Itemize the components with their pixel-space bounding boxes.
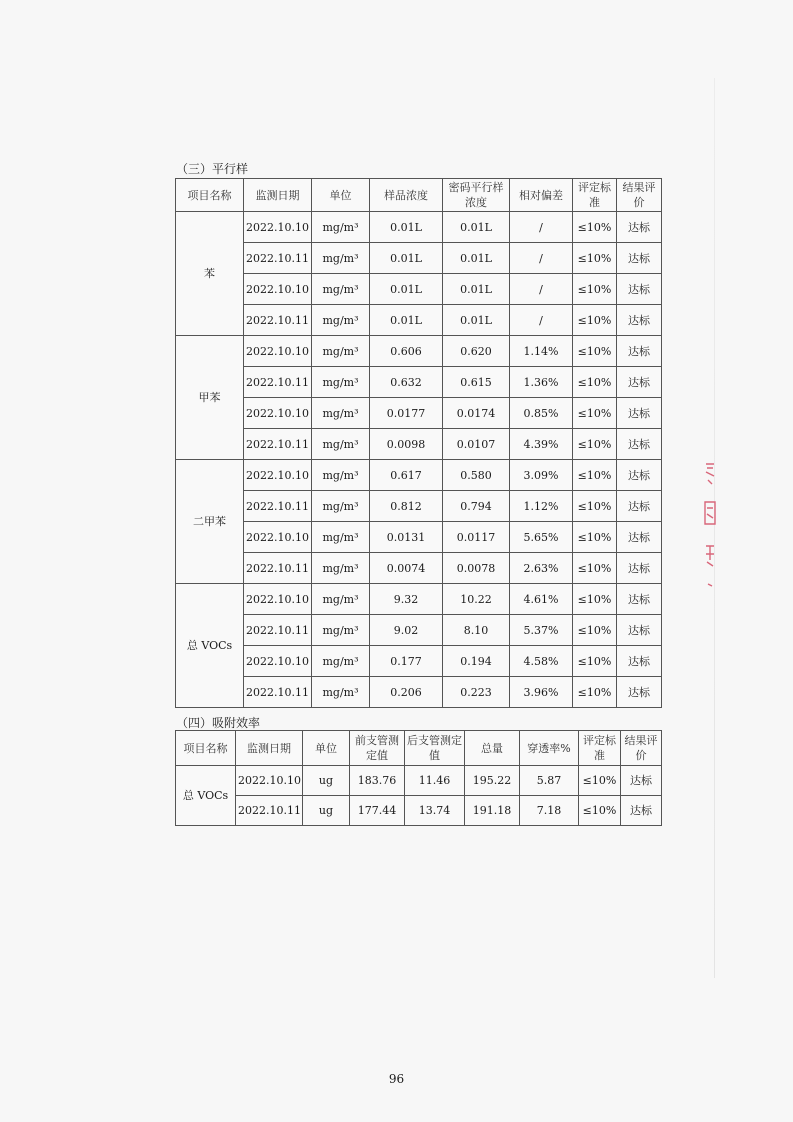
table-row <box>176 766 662 796</box>
sample-concentration-cell: 0.01L <box>370 212 443 243</box>
result-cell: 达标 <box>617 584 662 615</box>
unit-cell: mg/m³ <box>312 553 370 584</box>
back-tube-cell: 11.46 <box>405 766 465 796</box>
result-cell: 达标 <box>621 796 662 826</box>
parallel-concentration-cell: 0.194 <box>443 646 510 677</box>
parallel-concentration-cell: 0.01L <box>443 212 510 243</box>
table-row <box>176 615 662 646</box>
item-name-cell: 甲苯 <box>176 336 244 460</box>
date-cell: 2022.10.10 <box>244 212 312 243</box>
unit-cell: mg/m³ <box>312 212 370 243</box>
total-cell: 195.22 <box>465 766 520 796</box>
total-cell: 191.18 <box>465 796 520 826</box>
item-name-cell: 总 VOCs <box>176 766 236 826</box>
date-cell: 2022.10.11 <box>244 677 312 708</box>
date-cell: 2022.10.10 <box>236 766 303 796</box>
parallel-samples-table <box>175 178 662 708</box>
unit-cell: mg/m³ <box>312 243 370 274</box>
breakthrough-cell: 5.87 <box>520 766 579 796</box>
adsorption-efficiency-table <box>175 730 662 826</box>
standard-cell: ≤10% <box>573 491 617 522</box>
header-relative-deviation: 相对偏差 <box>510 179 573 212</box>
header-back-tube: 后支管测定值 <box>405 731 465 766</box>
sample-concentration-cell: 0.617 <box>370 460 443 491</box>
relative-deviation-cell: / <box>510 305 573 336</box>
parallel-concentration-cell: 0.01L <box>443 243 510 274</box>
table-header-row <box>176 179 662 212</box>
standard-cell: ≤10% <box>573 398 617 429</box>
parallel-concentration-cell: 0.0117 <box>443 522 510 553</box>
section-title-adsorption-efficiency: （四）吸附效率 <box>176 716 261 730</box>
standard-cell: ≤10% <box>573 367 617 398</box>
result-cell: 达标 <box>617 212 662 243</box>
relative-deviation-cell: 4.39% <box>510 429 573 460</box>
result-cell: 达标 <box>617 615 662 646</box>
result-cell: 达标 <box>617 491 662 522</box>
table-row <box>176 584 662 615</box>
parallel-concentration-cell: 0.0174 <box>443 398 510 429</box>
date-cell: 2022.10.10 <box>244 584 312 615</box>
date-cell: 2022.10.10 <box>244 646 312 677</box>
standard-cell: ≤10% <box>573 584 617 615</box>
relative-deviation-cell: 5.65% <box>510 522 573 553</box>
date-cell: 2022.10.11 <box>244 615 312 646</box>
relative-deviation-cell: / <box>510 243 573 274</box>
relative-deviation-cell: 3.09% <box>510 460 573 491</box>
result-cell: 达标 <box>617 460 662 491</box>
sample-concentration-cell: 0.01L <box>370 274 443 305</box>
table-row <box>176 796 662 826</box>
sample-concentration-cell: 0.177 <box>370 646 443 677</box>
unit-cell: ug <box>303 796 350 826</box>
sample-concentration-cell: 0.0131 <box>370 522 443 553</box>
unit-cell: mg/m³ <box>312 491 370 522</box>
table-row <box>176 336 662 367</box>
parallel-concentration-cell: 0.794 <box>443 491 510 522</box>
parallel-concentration-cell: 0.0107 <box>443 429 510 460</box>
header-date: 监测日期 <box>244 179 312 212</box>
sample-concentration-cell: 0.812 <box>370 491 443 522</box>
unit-cell: mg/m³ <box>312 584 370 615</box>
sample-concentration-cell: 0.0098 <box>370 429 443 460</box>
standard-cell: ≤10% <box>573 615 617 646</box>
unit-cell: mg/m³ <box>312 274 370 305</box>
unit-cell: mg/m³ <box>312 460 370 491</box>
date-cell: 2022.10.10 <box>244 274 312 305</box>
parallel-concentration-cell: 10.22 <box>443 584 510 615</box>
parallel-concentration-cell: 0.620 <box>443 336 510 367</box>
unit-cell: mg/m³ <box>312 677 370 708</box>
table-row <box>176 305 662 336</box>
unit-cell: mg/m³ <box>312 522 370 553</box>
relative-deviation-cell: 3.96% <box>510 677 573 708</box>
header-parallel-concentration: 密码平行样浓度 <box>443 179 510 212</box>
table-row <box>176 460 662 491</box>
table-header-row <box>176 731 662 766</box>
standard-cell: ≤10% <box>573 305 617 336</box>
sample-concentration-cell: 0.206 <box>370 677 443 708</box>
table-row <box>176 646 662 677</box>
table-row <box>176 677 662 708</box>
header-unit: 单位 <box>303 731 350 766</box>
parallel-concentration-cell: 0.01L <box>443 274 510 305</box>
header-item-name: 项目名称 <box>176 731 236 766</box>
parallel-concentration-cell: 0.223 <box>443 677 510 708</box>
date-cell: 2022.10.11 <box>244 491 312 522</box>
standard-cell: ≤10% <box>573 522 617 553</box>
header-sample-concentration: 样品浓度 <box>370 179 443 212</box>
result-cell: 达标 <box>621 766 662 796</box>
table-row <box>176 522 662 553</box>
table-row <box>176 212 662 243</box>
date-cell: 2022.10.10 <box>244 398 312 429</box>
unit-cell: mg/m³ <box>312 336 370 367</box>
sample-concentration-cell: 0.0177 <box>370 398 443 429</box>
sample-concentration-cell: 9.02 <box>370 615 443 646</box>
parallel-concentration-cell: 8.10 <box>443 615 510 646</box>
result-cell: 达标 <box>617 522 662 553</box>
sample-concentration-cell: 0.606 <box>370 336 443 367</box>
table-row <box>176 243 662 274</box>
unit-cell: mg/m³ <box>312 615 370 646</box>
standard-cell: ≤10% <box>573 336 617 367</box>
relative-deviation-cell: 1.12% <box>510 491 573 522</box>
result-cell: 达标 <box>617 367 662 398</box>
result-cell: 达标 <box>617 274 662 305</box>
date-cell: 2022.10.11 <box>244 243 312 274</box>
sample-concentration-cell: 0.01L <box>370 305 443 336</box>
date-cell: 2022.10.10 <box>244 460 312 491</box>
date-cell: 2022.10.11 <box>244 305 312 336</box>
result-cell: 达标 <box>617 553 662 584</box>
standard-cell: ≤10% <box>579 796 621 826</box>
unit-cell: mg/m³ <box>312 429 370 460</box>
unit-cell: mg/m³ <box>312 646 370 677</box>
table-row <box>176 398 662 429</box>
relative-deviation-cell: 1.14% <box>510 336 573 367</box>
parallel-concentration-cell: 0.580 <box>443 460 510 491</box>
header-total: 总量 <box>465 731 520 766</box>
result-cell: 达标 <box>617 677 662 708</box>
date-cell: 2022.10.11 <box>244 429 312 460</box>
header-front-tube: 前支管测定值 <box>350 731 405 766</box>
unit-cell: mg/m³ <box>312 367 370 398</box>
front-tube-cell: 177.44 <box>350 796 405 826</box>
standard-cell: ≤10% <box>573 553 617 584</box>
item-name-cell: 二甲苯 <box>176 460 244 584</box>
result-cell: 达标 <box>617 305 662 336</box>
standard-cell: ≤10% <box>579 766 621 796</box>
sample-concentration-cell: 9.32 <box>370 584 443 615</box>
standard-cell: ≤10% <box>573 274 617 305</box>
relative-deviation-cell: 1.36% <box>510 367 573 398</box>
relative-deviation-cell: 4.58% <box>510 646 573 677</box>
front-tube-cell: 183.76 <box>350 766 405 796</box>
date-cell: 2022.10.11 <box>236 796 303 826</box>
back-tube-cell: 13.74 <box>405 796 465 826</box>
date-cell: 2022.10.10 <box>244 522 312 553</box>
header-unit: 单位 <box>312 179 370 212</box>
date-cell: 2022.10.11 <box>244 553 312 584</box>
header-standard: 评定标准 <box>579 731 621 766</box>
sample-concentration-cell: 0.632 <box>370 367 443 398</box>
page-number: 96 <box>388 1072 405 1086</box>
relative-deviation-cell: 2.63% <box>510 553 573 584</box>
header-breakthrough: 穿透率% <box>520 731 579 766</box>
table-row <box>176 274 662 305</box>
standard-cell: ≤10% <box>573 646 617 677</box>
standard-cell: ≤10% <box>573 243 617 274</box>
unit-cell: mg/m³ <box>312 305 370 336</box>
relative-deviation-cell: / <box>510 212 573 243</box>
result-cell: 达标 <box>617 243 662 274</box>
section-title-parallel-samples: （三）平行样 <box>176 162 249 176</box>
table-row <box>176 429 662 460</box>
standard-cell: ≤10% <box>573 677 617 708</box>
sample-concentration-cell: 0.01L <box>370 243 443 274</box>
red-stamp-fragment <box>703 462 717 588</box>
standard-cell: ≤10% <box>573 429 617 460</box>
header-item-name: 项目名称 <box>176 179 244 212</box>
date-cell: 2022.10.10 <box>244 336 312 367</box>
parallel-concentration-cell: 0.615 <box>443 367 510 398</box>
standard-cell: ≤10% <box>573 212 617 243</box>
item-name-cell: 苯 <box>176 212 244 336</box>
relative-deviation-cell: 4.61% <box>510 584 573 615</box>
unit-cell: mg/m³ <box>312 398 370 429</box>
table-row <box>176 367 662 398</box>
date-cell: 2022.10.11 <box>244 367 312 398</box>
relative-deviation-cell: 0.85% <box>510 398 573 429</box>
parallel-concentration-cell: 0.01L <box>443 305 510 336</box>
result-cell: 达标 <box>617 398 662 429</box>
table-row <box>176 491 662 522</box>
table-row <box>176 553 662 584</box>
header-standard: 评定标准 <box>573 179 617 212</box>
result-cell: 达标 <box>617 646 662 677</box>
breakthrough-cell: 7.18 <box>520 796 579 826</box>
unit-cell: ug <box>303 766 350 796</box>
header-result: 结果评价 <box>617 179 662 212</box>
result-cell: 达标 <box>617 429 662 460</box>
result-cell: 达标 <box>617 336 662 367</box>
sample-concentration-cell: 0.0074 <box>370 553 443 584</box>
header-date: 监测日期 <box>236 731 303 766</box>
relative-deviation-cell: 5.37% <box>510 615 573 646</box>
standard-cell: ≤10% <box>573 460 617 491</box>
item-name-cell: 总 VOCs <box>176 584 244 708</box>
relative-deviation-cell: / <box>510 274 573 305</box>
header-result: 结果评价 <box>621 731 662 766</box>
parallel-concentration-cell: 0.0078 <box>443 553 510 584</box>
